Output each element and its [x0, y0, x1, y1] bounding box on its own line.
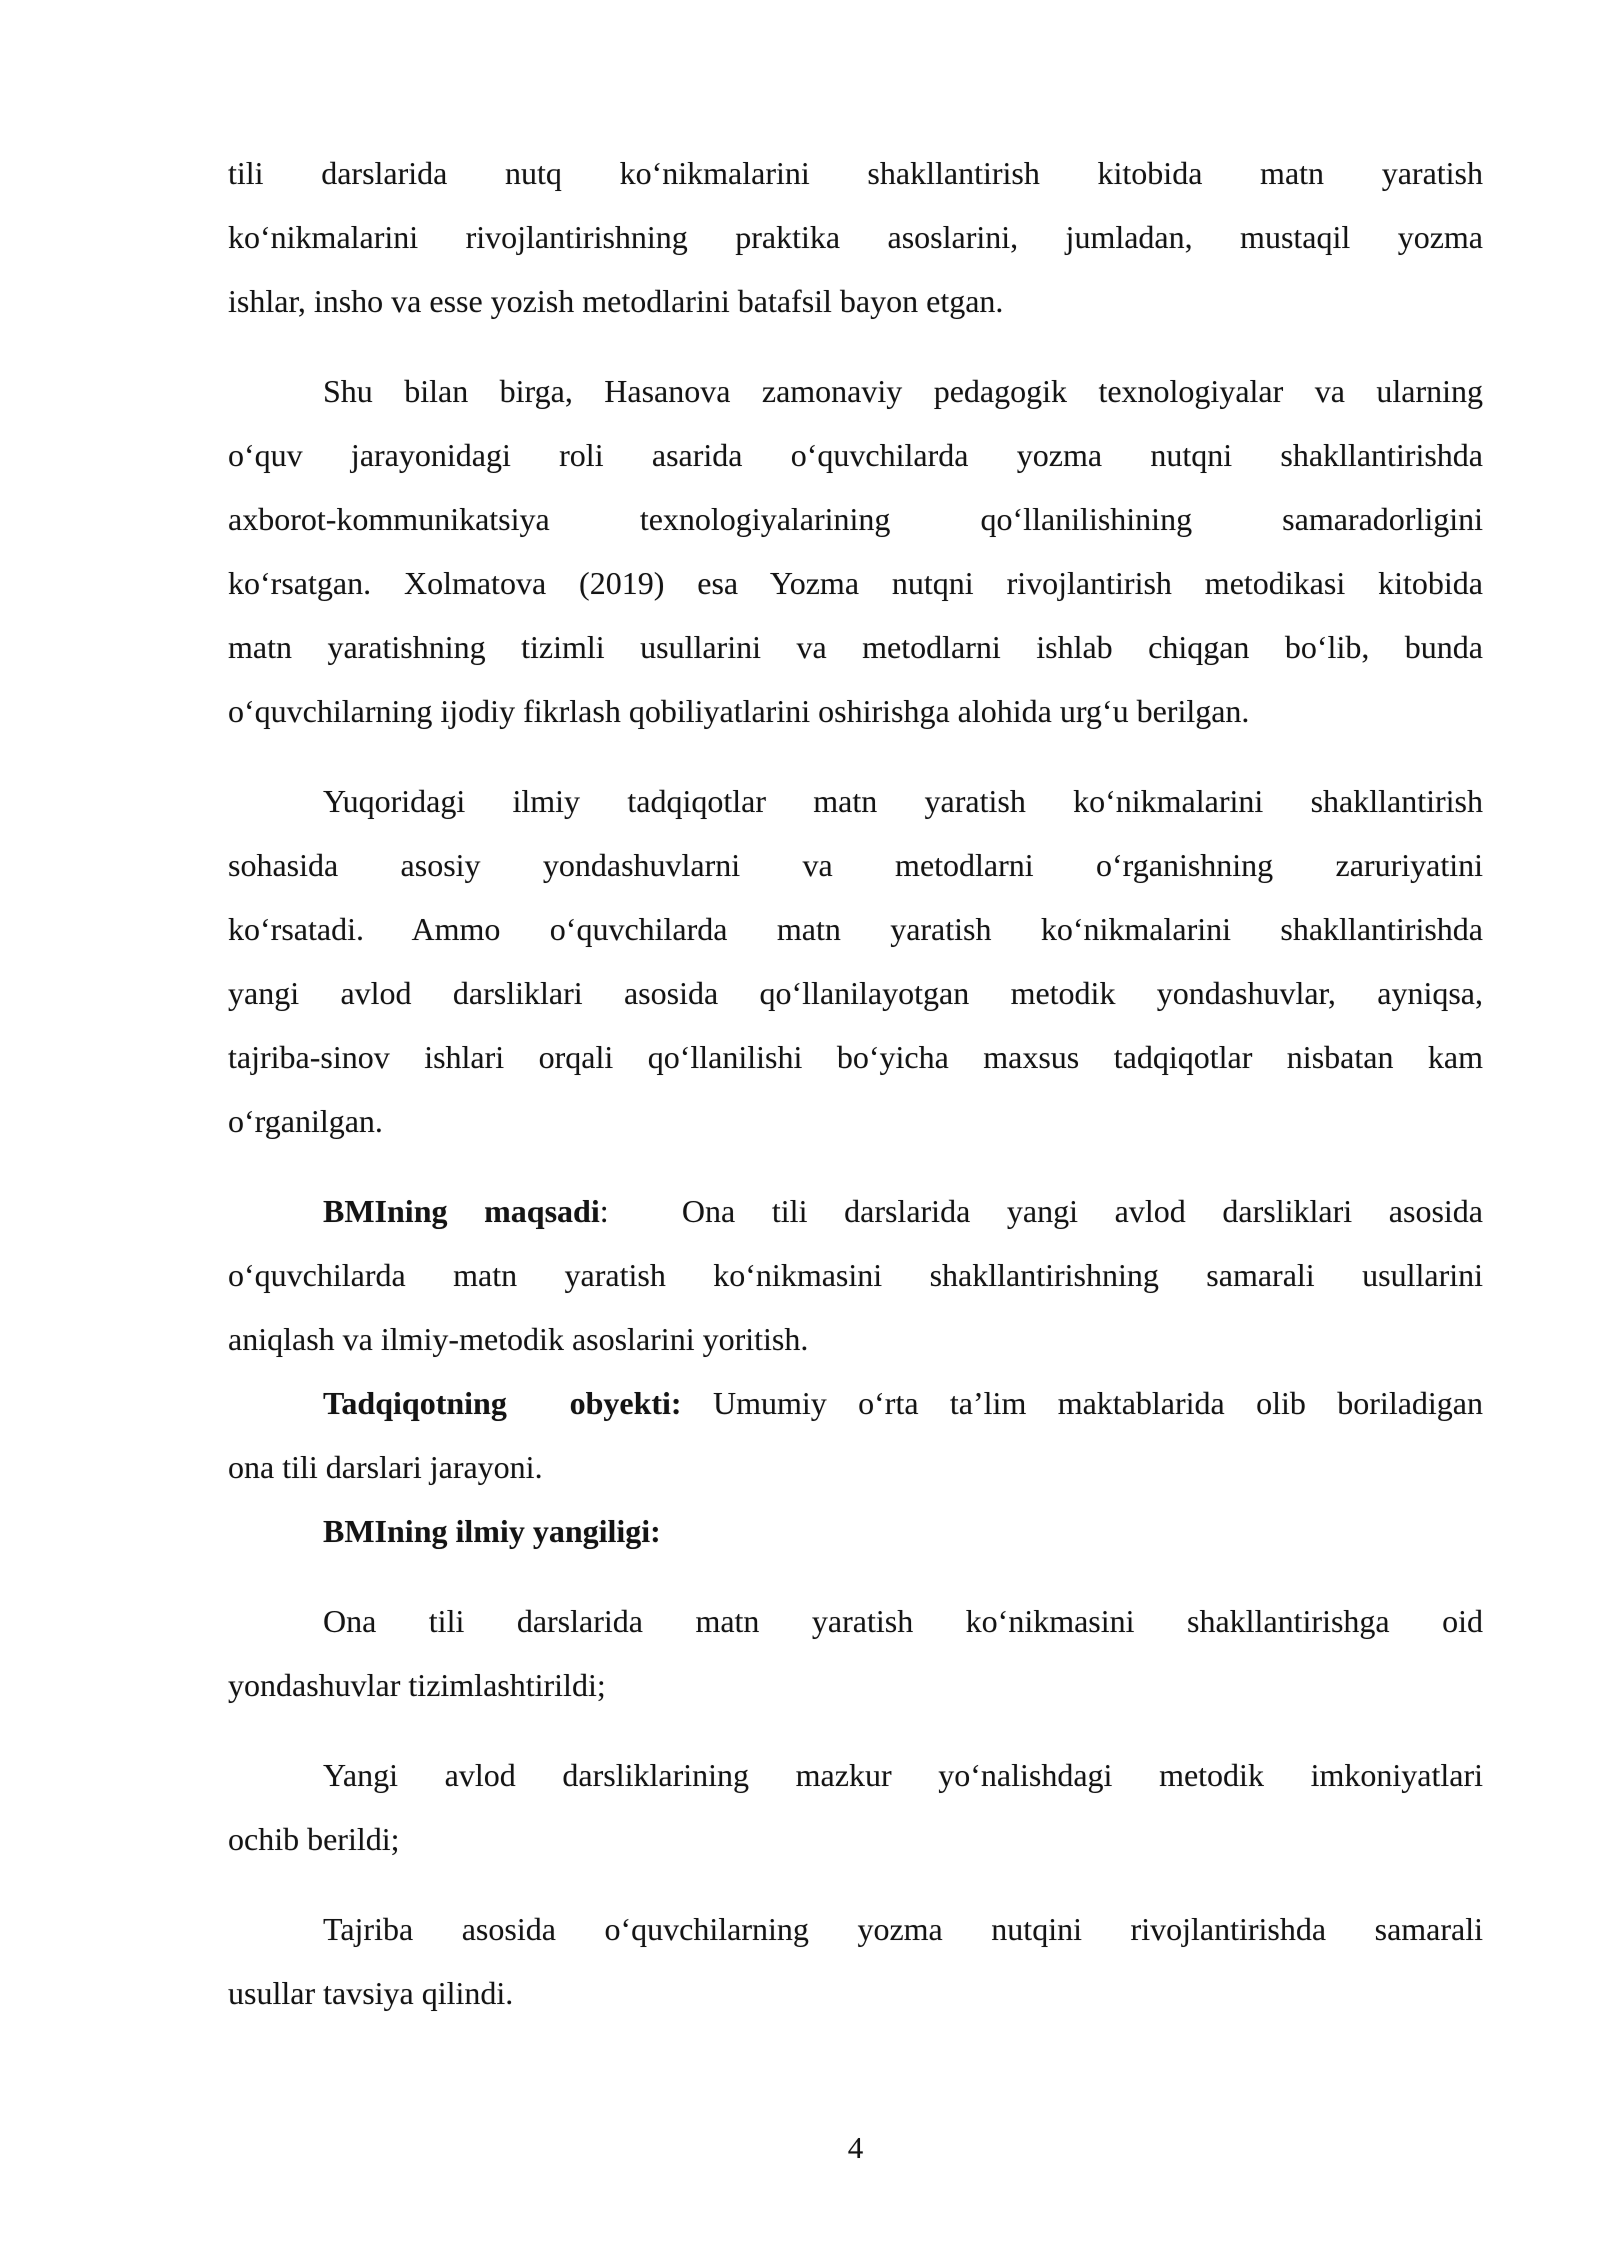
regular-text: o‘quvchilarda matn yaratish ko‘nikmasini shakllantirishning samarali usullarini: [228, 1257, 1483, 1293]
regular-text: o‘quvchilarning ijodiy fikrlash qobiliyatlarini oshirishga alohida urg‘u berilgan.: [228, 693, 1250, 729]
text-line: [228, 1025, 1483, 1089]
text-line: [228, 1897, 1483, 1961]
regular-text: ochib berildi;: [228, 1821, 400, 1857]
regular-text: ishlar, insho va esse yozish metodlarini batafsil bayon etgan.: [228, 283, 1004, 319]
regular-text: tili darslarida nutq ko‘nikmalarini shakllantirish kitobida matn yaratish: [228, 155, 1483, 191]
text-line: [228, 1089, 1483, 1153]
text-line: [228, 1653, 1483, 1717]
page-number: 4: [847, 2130, 864, 2165]
text-line: [228, 1961, 1483, 2025]
text-line: [228, 1243, 1483, 1307]
bold-text: Tadqiqotning obyekti:: [323, 1385, 682, 1421]
text-line: [228, 423, 1483, 487]
regular-text: ona tili darslari jarayoni.: [228, 1449, 543, 1485]
paragraph: [228, 1371, 1483, 1499]
paragraph: [228, 1499, 1483, 1563]
paragraph: [228, 141, 1483, 333]
regular-text: yangi avlod darsliklari asosida qo‘llanilayotgan metodik yondashuvlar, ayniqsa,: [228, 975, 1483, 1011]
regular-text: aniqlash va ilmiy-metodik asoslarini yoritish.: [228, 1321, 809, 1357]
text-line: [228, 269, 1483, 333]
paragraph: [228, 1897, 1483, 2025]
paragraph: [228, 769, 1483, 1153]
regular-text: Umumiy o‘rta ta’lim maktablarida olib boriladigan: [681, 1385, 1484, 1421]
paragraph: [228, 1589, 1483, 1717]
regular-text: yondashuvlar tizimlashtirildi;: [228, 1667, 606, 1703]
bold-text: BMIning ilmiy yangiligi:: [323, 1513, 661, 1549]
text-line: [228, 487, 1483, 551]
text-line: [228, 551, 1483, 615]
text-line: [228, 961, 1483, 1025]
regular-text: sohasida asosiy yondashuvlarni va metodlarni o‘rganishning zaruriyatini: [228, 847, 1483, 883]
regular-text: : Ona tili darslarida yangi avlod darsliklari asosida: [599, 1193, 1484, 1229]
text-line: [228, 1179, 1483, 1243]
text-line: [228, 833, 1483, 897]
text-line: [228, 1743, 1483, 1807]
regular-text: o‘rganilgan.: [228, 1103, 383, 1139]
text-line: [228, 1371, 1483, 1435]
regular-text: axborot-kommunikatsiya texnologiyalarining qo‘llanilishining samaradorligini: [228, 501, 1483, 537]
text-line: [228, 1499, 1483, 1563]
paragraph: [228, 359, 1483, 743]
regular-text: Yangi avlod darsliklarining mazkur yo‘nalishdagi metodik imkoniyatlari: [323, 1757, 1483, 1793]
regular-text: Ona tili darslarida matn yaratish ko‘nikmasini shakllantirishga oid: [323, 1603, 1483, 1639]
text-line: [228, 769, 1483, 833]
text-line: [228, 1807, 1483, 1871]
text-line: [228, 1307, 1483, 1371]
regular-text: Yuqoridagi ilmiy tadqiqotlar matn yaratish ko‘nikmalarini shakllantirish: [323, 783, 1483, 819]
document-text: [228, 141, 1483, 2025]
regular-text: ko‘nikmalarini rivojlantirishning praktika asoslarini, jumladan, mustaqil yozma: [228, 219, 1483, 255]
text-line: [228, 141, 1483, 205]
regular-text: matn yaratishning tizimli usullarini va metodlarni ishlab chiqgan bo‘lib, bunda: [228, 629, 1483, 665]
text-line: [228, 615, 1483, 679]
regular-text: tajriba-sinov ishlari orqali qo‘llanilishi bo‘yicha maxsus tadqiqotlar nisbatan kam: [228, 1039, 1483, 1075]
text-line: [228, 205, 1483, 269]
bold-text: BMIning maqsadi: [323, 1193, 600, 1229]
text-line: [228, 359, 1483, 423]
regular-text: usullar tavsiya qilindi.: [228, 1975, 514, 2011]
regular-text: Shu bilan birga, Hasanova zamonaviy pedagogik texnologiyalar va ularning: [323, 373, 1483, 409]
regular-text: o‘quv jarayonidagi roli asarida o‘quvchilarda yozma nutqni shakllantirishda: [228, 437, 1483, 473]
text-line: [228, 897, 1483, 961]
regular-text: Tajriba asosida o‘quvchilarning yozma nutqini rivojlantirishda samarali: [323, 1911, 1483, 1947]
text-line: [228, 1589, 1483, 1653]
paragraph: [228, 1743, 1483, 1871]
text-line: [228, 679, 1483, 743]
paragraph: [228, 1179, 1483, 1371]
regular-text: ko‘rsatadi. Ammo o‘quvchilarda matn yaratish ko‘nikmalarini shakllantirishda: [228, 911, 1483, 947]
text-line: [228, 1435, 1483, 1499]
regular-text: ko‘rsatgan. Xolmatova (2019) esa Yozma nutqni rivojlantirish metodikasi kitobida: [228, 565, 1483, 601]
